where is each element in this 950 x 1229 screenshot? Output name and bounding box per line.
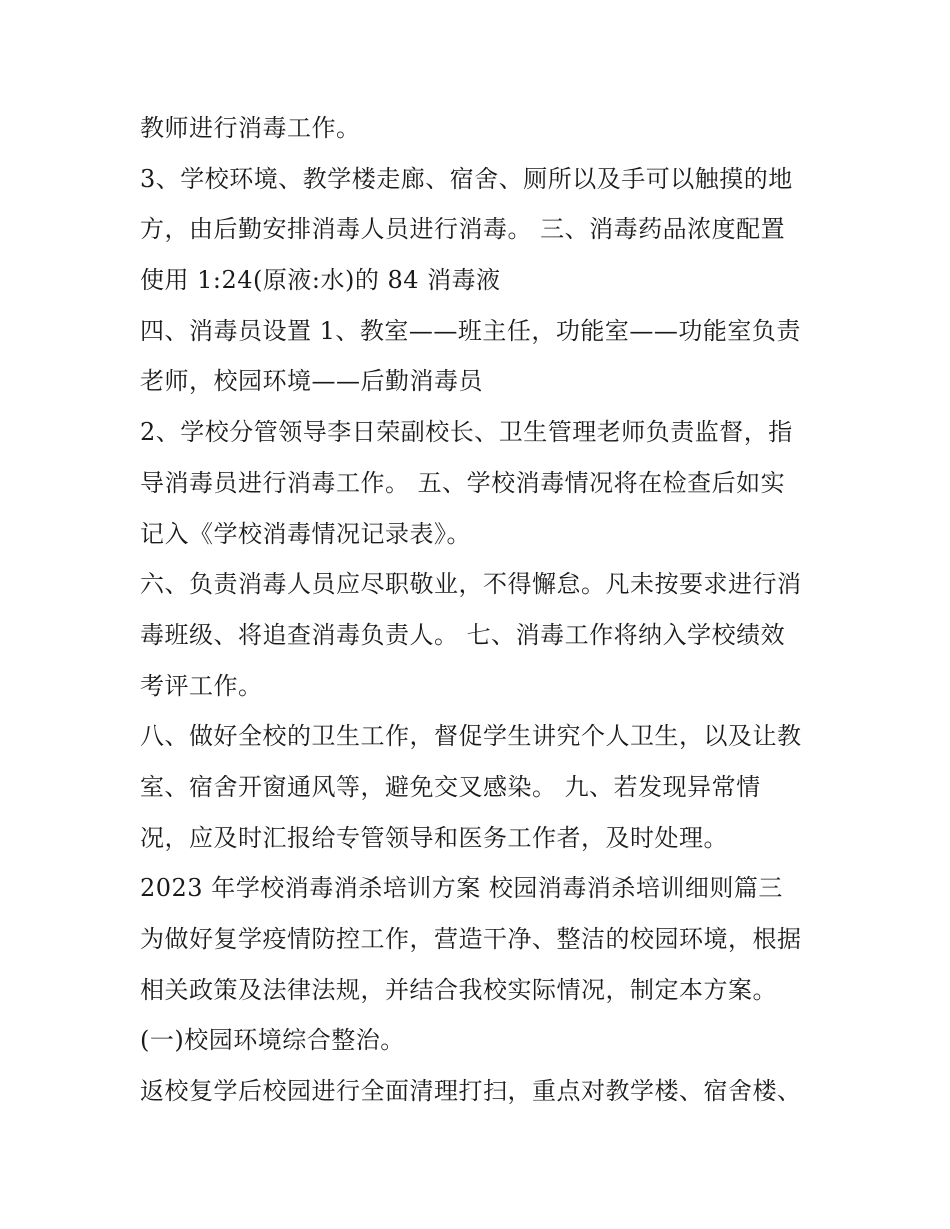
text-line: 使用 1:24(原液:水)的 84 消毒液 — [140, 266, 501, 295]
text-line: 导消毒员进行消毒工作。 五、学校消毒情况将在检查后如实 — [140, 468, 786, 497]
text-line: 2、学校分管领导李日荣副校长、卫生管理老师负责监督，指 — [140, 418, 793, 447]
text-line: 况，应及时汇报给专管领导和医务工作者，及时处理。 — [140, 823, 728, 852]
text-line: 教师进行消毒工作。 — [140, 114, 361, 142]
text-line: 记入《学校消毒情况记录表》。 — [140, 519, 471, 548]
text-line: 相关政策及法律法规，并结合我校实际情况，制定本方案。 — [140, 975, 777, 1004]
text-line: 3、学校环境、教学楼走廊、宿舍、厕所以及手可以触摸的地 — [140, 164, 793, 193]
text-line: 老师，校园环境——后勤消毒员 — [140, 367, 483, 396]
section-heading: 2023 年学校消毒消杀培训方案 校园消毒消杀培训细则篇三 — [140, 874, 783, 903]
subsection-heading: (一)校园环境综合整治。 — [140, 1026, 405, 1055]
text-line: 考评工作。 — [140, 671, 263, 700]
text-line: 返校复学后校园进行全面清理打扫，重点对教学楼、宿舍楼、 — [140, 1077, 802, 1106]
text-line: 四、消毒员设置 1、教室——班主任，功能室——功能室负责 — [140, 316, 801, 345]
text-line: 毒班级、将追查消毒负责人。 七、消毒工作将纳入学校绩效 — [140, 620, 786, 649]
text-line: 八、做好全校的卫生工作，督促学生讲究个人卫生，以及让教 — [140, 722, 802, 751]
text-line: 六、负责消毒人员应尽职敬业，不得懈怠。凡未按要求进行消 — [140, 570, 802, 599]
text-line: 室、宿舍开窗通风等，避免交叉感染。 九、若发现异常情 — [140, 772, 761, 801]
text-line: 方，由后勤安排消毒人员进行消毒。 三、消毒药品浓度配置 — [140, 215, 786, 244]
document-body — [140, 103, 820, 1117]
text-line: 为做好复学疫情防控工作，营造干净、整洁的校园环境，根据 — [140, 925, 802, 953]
